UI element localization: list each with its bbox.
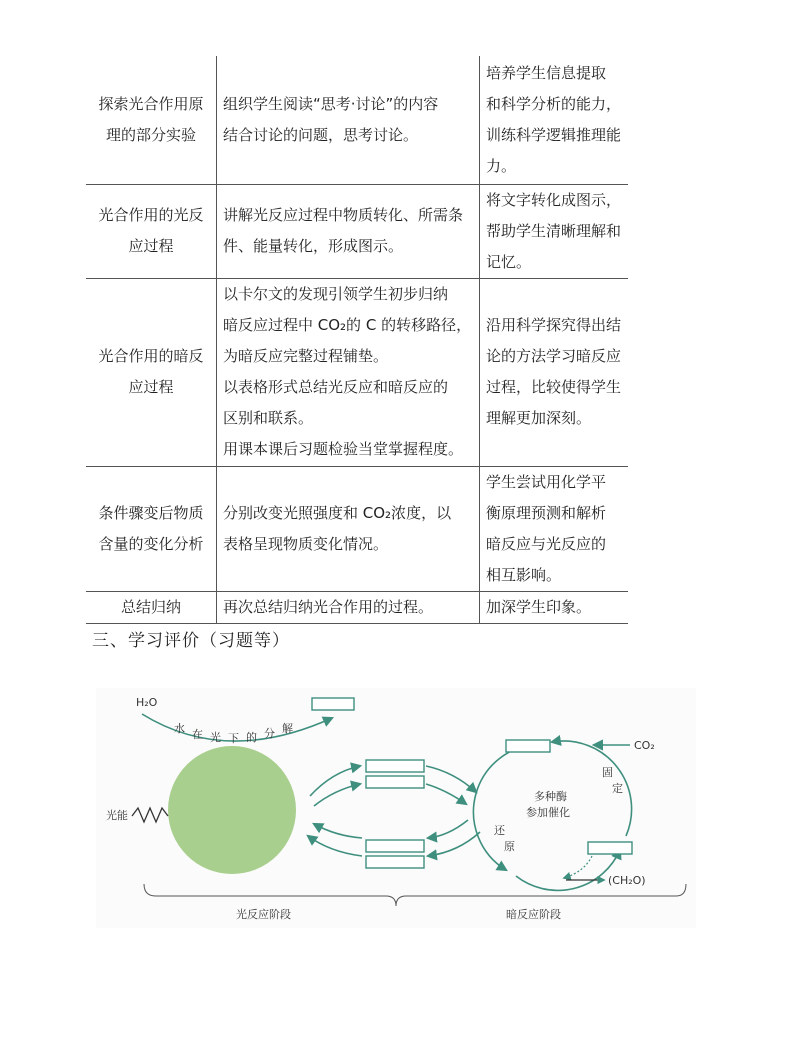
water-split-char: 解 [282,722,293,735]
water-split-char: 的 [246,731,257,744]
cell-line: 记忆。 [486,252,532,271]
water-split-char: 水 [174,722,185,735]
cell-line: 件、能量转化，形成图示。 [223,237,404,255]
cell-line: 以卡尔文的发现引领学生初步归纳 [223,285,449,303]
cell-line: 用课本课后习题检验当堂掌握程度。 [223,440,464,458]
cell-line: 组织学生阅读“思考·讨论”的内容 [223,94,439,113]
blank-box[interactable] [312,698,354,710]
enzymes-label: 参加催化 [526,806,570,819]
lesson-table [86,56,628,624]
co2-label: CO₂ [634,739,655,752]
purpose-cell [480,591,629,623]
purpose-cell [480,278,629,466]
method-cell [217,56,480,184]
cell-line: 应过程 [128,378,174,396]
purpose-cell [480,466,629,591]
dark-stage-label: 暗反应阶段 [506,908,561,921]
blank-box[interactable] [366,856,424,868]
table-row [86,56,628,184]
purpose-cell [480,56,629,184]
water-split-char: 在 [192,728,203,741]
blank-box[interactable] [366,760,424,772]
h2o-label: H₂O [136,696,158,709]
cell-line: 训练科学逻辑推理能 [486,125,622,144]
method-cell [217,466,480,591]
cell-line: 理解更加深刻。 [486,409,592,427]
cell-line: 暗反应过程中 CO₂的 C 的转移路径， [223,316,472,334]
method-cell [217,278,480,466]
fixation-label: 固 [602,766,613,779]
blank-box[interactable] [506,740,550,752]
activity-cell [86,56,217,184]
table-body [86,56,628,623]
light-energy-label: 光能 [106,809,128,822]
water-split-char: 光 [210,731,221,744]
table-row [86,278,628,466]
cell-line: 以表格形式总结光反应和暗反应的 [223,378,449,396]
cell-line: 含量的变化分析 [98,534,204,553]
cell-line: 区别和联系。 [223,409,314,427]
blank-box[interactable] [588,842,632,854]
cell-line: 条件骤变后物质 [98,503,204,522]
cell-line: 相互影响。 [486,565,562,584]
enzymes-label: 多种酶 [534,790,567,803]
water-split-char: 下 [228,732,239,745]
chloroplast-disc [168,746,296,874]
cell-line: 表格呈现物质变化情况。 [223,534,389,553]
water-split-char: 分 [264,727,275,740]
cell-line: 帮助学生清晰理解和 [486,221,622,240]
reduction-label: 原 [504,840,515,853]
purpose-cell [480,184,629,278]
blank-box[interactable] [366,776,424,788]
reduction-label: 还 [494,824,505,837]
cell-line: 将文字转化成图示， [486,190,622,209]
cell-line: 探索光合作用原 [98,94,204,113]
fixation-label: 定 [612,782,623,795]
method-cell [217,591,480,623]
method-cell [217,184,480,278]
cell-line: 应过程 [128,237,174,255]
cell-line: 加深学生印象。 [486,597,592,616]
activity-cell [86,278,217,466]
activity-cell [86,466,217,591]
blank-box[interactable] [366,840,424,852]
activity-cell [86,184,217,278]
ch2o-label: (CH₂O) [608,874,646,887]
cell-line: 光合作用的光反 [98,206,204,224]
cell-line: 再次总结归纳光合作用的过程。 [223,597,434,616]
cell-line: 结合讨论的问题，思考讨论。 [223,125,419,144]
cell-line: 总结归纳 [120,597,181,616]
cell-line: 论的方法学习暗反应 [486,347,622,365]
table-row [86,466,628,591]
cell-line: 光合作用的暗反 [98,347,204,365]
activity-cell [86,591,217,623]
table-row [86,184,628,278]
cell-line: 过程，比较使得学生 [486,378,622,396]
section-heading: 三、学习评价（习题等） [92,631,290,651]
cell-line: 学生尝试用化学平 [486,472,607,491]
cell-line: 和科学分析的能力， [486,94,622,113]
cell-line: 培养学生信息提取 [486,63,607,82]
light-stage-label: 光反应阶段 [236,908,291,921]
cell-line: 衡原理预测和解析 [486,503,607,522]
cell-line: 讲解光反应过程中物质转化、所需条 [223,206,464,224]
cell-line: 力。 [486,156,517,175]
photosynthesis-diagram [96,688,696,928]
cell-line: 理的部分实验 [105,125,196,144]
cell-line: 为暗反应完整过程铺垫。 [223,347,389,365]
table-row [86,591,628,623]
cell-line: 沿用科学探究得出结 [486,316,622,334]
cell-line: 分别改变光照强度和 CO₂浓度，以 [223,503,452,522]
cell-line: 暗反应与光反应的 [486,534,607,553]
